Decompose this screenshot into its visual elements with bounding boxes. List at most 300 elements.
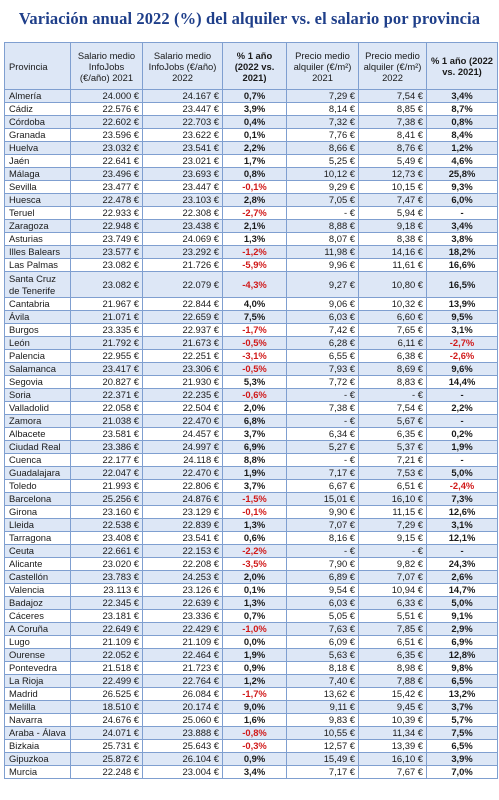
cell-provincia: Toledo (5, 480, 71, 493)
cell-provincia: Jaén (5, 155, 71, 168)
cell-alquiler-variacion: 24,3% (427, 558, 498, 571)
cell-salario-2022: 23.541 € (143, 142, 223, 155)
cell-alquiler-variacion: 6,9% (427, 636, 498, 649)
table-row (5, 376, 498, 389)
cell-provincia: Salamanca (5, 363, 71, 376)
cell-provincia: Ourense (5, 649, 71, 662)
table-row (5, 480, 498, 493)
table-row (5, 701, 498, 714)
cell-alquiler-2022: 7,38 € (359, 116, 427, 129)
cell-alquiler-2021: 8,66 € (287, 142, 359, 155)
cell-salario-2022: 21.673 € (143, 337, 223, 350)
cell-salario-variacion: 9,0% (223, 701, 287, 714)
cell-alquiler-2022: 11,61 € (359, 259, 427, 272)
cell-salario-variacion: 2,0% (223, 571, 287, 584)
cell-alquiler-2021: 6,67 € (287, 480, 359, 493)
cell-alquiler-variacion: 1,9% (427, 441, 498, 454)
cell-alquiler-2022: 5,49 € (359, 155, 427, 168)
cell-provincia: Teruel (5, 207, 71, 220)
table-row (5, 116, 498, 129)
cell-salario-2022: 23.447 € (143, 103, 223, 116)
header-provincia: Provincia (5, 43, 71, 90)
cell-provincia: Barcelona (5, 493, 71, 506)
table-row (5, 129, 498, 142)
cell-alquiler-variacion: 0,2% (427, 428, 498, 441)
cell-provincia: Segovia (5, 376, 71, 389)
table-row (5, 324, 498, 337)
table-row (5, 246, 498, 259)
cell-salario-2022: 23.447 € (143, 181, 223, 194)
cell-alquiler-variacion: 2,2% (427, 402, 498, 415)
cell-salario-2022: 22.504 € (143, 402, 223, 415)
cell-alquiler-2022: 10,94 € (359, 584, 427, 597)
cell-provincia: Tarragona (5, 532, 71, 545)
cell-alquiler-2022: 10,39 € (359, 714, 427, 727)
cell-salario-2021: 23.020 € (71, 558, 143, 571)
cell-salario-2021: 22.052 € (71, 649, 143, 662)
cell-salario-variacion: 0,7% (223, 90, 287, 103)
cell-salario-2022: 22.470 € (143, 415, 223, 428)
cell-alquiler-2021: - € (287, 415, 359, 428)
cell-salario-2022: 25.643 € (143, 740, 223, 753)
cell-alquiler-2021: 6,89 € (287, 571, 359, 584)
table-row (5, 558, 498, 571)
cell-salario-2022: 23.541 € (143, 532, 223, 545)
cell-salario-2021: 22.948 € (71, 220, 143, 233)
table-row (5, 181, 498, 194)
cell-provincia: Valencia (5, 584, 71, 597)
cell-alquiler-2022: 10,15 € (359, 181, 427, 194)
cell-alquiler-2021: 7,29 € (287, 90, 359, 103)
cell-provincia: Ceuta (5, 545, 71, 558)
cell-provincia: Cantabria (5, 298, 71, 311)
cell-salario-2022: 23.292 € (143, 246, 223, 259)
table-row (5, 584, 498, 597)
cell-alquiler-2021: 7,05 € (287, 194, 359, 207)
cell-alquiler-variacion: 9,6% (427, 363, 498, 376)
cell-salario-2022: 22.937 € (143, 324, 223, 337)
cell-salario-variacion: -2,7% (223, 207, 287, 220)
cell-alquiler-variacion: 9,1% (427, 610, 498, 623)
cell-provincia: Asturias (5, 233, 71, 246)
cell-alquiler-variacion: 6,0% (427, 194, 498, 207)
cell-salario-2021: 23.113 € (71, 584, 143, 597)
table-row (5, 753, 498, 766)
cell-alquiler-variacion: 13,9% (427, 298, 498, 311)
header-alquiler-2022: Precio medio alquiler (€/m²) 2022 (359, 43, 427, 90)
table-row (5, 259, 498, 272)
cell-salario-variacion: 0,1% (223, 584, 287, 597)
cell-salario-2021: 21.792 € (71, 337, 143, 350)
cell-salario-2022: 22.839 € (143, 519, 223, 532)
cell-salario-2022: 22.659 € (143, 311, 223, 324)
cell-salario-2021: 22.345 € (71, 597, 143, 610)
cell-alquiler-2022: 5,94 € (359, 207, 427, 220)
table-row (5, 337, 498, 350)
cell-salario-variacion: 2,1% (223, 220, 287, 233)
cell-alquiler-2022: 7,29 € (359, 519, 427, 532)
cell-alquiler-variacion: 9,3% (427, 181, 498, 194)
cell-salario-variacion: 1,6% (223, 714, 287, 727)
cell-salario-2022: 20.174 € (143, 701, 223, 714)
cell-provincia: Ciudad Real (5, 441, 71, 454)
cell-salario-2021: 23.783 € (71, 571, 143, 584)
cell-salario-2022: 22.470 € (143, 467, 223, 480)
cell-alquiler-variacion: - (427, 454, 498, 467)
cell-alquiler-2021: 7,07 € (287, 519, 359, 532)
cell-salario-2021: 23.386 € (71, 441, 143, 454)
cell-salario-2022: 23.336 € (143, 610, 223, 623)
cell-salario-2021: 22.649 € (71, 623, 143, 636)
cell-salario-2021: 22.661 € (71, 545, 143, 558)
cell-salario-2022: 21.930 € (143, 376, 223, 389)
cell-salario-2022: 22.251 € (143, 350, 223, 363)
cell-salario-variacion: 1,3% (223, 519, 287, 532)
cell-provincia: Granada (5, 129, 71, 142)
cell-alquiler-2022: 7,54 € (359, 90, 427, 103)
cell-alquiler-variacion: -2,6% (427, 350, 498, 363)
header-salario-2021: Salario medio InfoJobs (€/año) 2021 (71, 43, 143, 90)
cell-salario-2022: 23.126 € (143, 584, 223, 597)
cell-alquiler-variacion: - (427, 415, 498, 428)
cell-salario-variacion: -2,2% (223, 545, 287, 558)
table-row (5, 103, 498, 116)
cell-alquiler-variacion: -2,7% (427, 337, 498, 350)
cell-salario-variacion: 1,2% (223, 675, 287, 688)
cell-salario-2021: 22.641 € (71, 155, 143, 168)
cell-salario-2021: 22.538 € (71, 519, 143, 532)
cell-salario-2021: 22.047 € (71, 467, 143, 480)
cell-alquiler-variacion: 9,5% (427, 311, 498, 324)
cell-salario-2022: 26.104 € (143, 753, 223, 766)
cell-alquiler-2022: 5,37 € (359, 441, 427, 454)
cell-salario-variacion: -1,5% (223, 493, 287, 506)
cell-salario-2022: 25.060 € (143, 714, 223, 727)
cell-alquiler-variacion: 16,5% (427, 272, 498, 298)
cell-alquiler-2022: 9,18 € (359, 220, 427, 233)
cell-salario-variacion: -1,2% (223, 246, 287, 259)
cell-alquiler-2021: 7,17 € (287, 766, 359, 779)
table-row (5, 90, 498, 103)
cell-alquiler-2021: 5,25 € (287, 155, 359, 168)
cell-alquiler-2022: 6,35 € (359, 428, 427, 441)
cell-alquiler-2021: - € (287, 207, 359, 220)
cell-salario-variacion: -0,3% (223, 740, 287, 753)
cell-alquiler-2022: 6,38 € (359, 350, 427, 363)
table-row (5, 766, 498, 779)
cell-alquiler-variacion: 3,4% (427, 90, 498, 103)
cell-alquiler-2022: 6,51 € (359, 480, 427, 493)
table-row (5, 233, 498, 246)
cell-alquiler-2021: 5,27 € (287, 441, 359, 454)
cell-alquiler-variacion: 25,8% (427, 168, 498, 181)
cell-provincia: Zaragoza (5, 220, 71, 233)
cell-alquiler-2021: 6,03 € (287, 597, 359, 610)
cell-salario-2022: 24.253 € (143, 571, 223, 584)
cell-alquiler-2022: 12,73 € (359, 168, 427, 181)
cell-provincia: La Rioja (5, 675, 71, 688)
cell-provincia: Cuenca (5, 454, 71, 467)
cell-salario-2022: 22.153 € (143, 545, 223, 558)
cell-salario-2021: 22.955 € (71, 350, 143, 363)
cell-provincia: Guadalajara (5, 467, 71, 480)
cell-salario-2021: 25.731 € (71, 740, 143, 753)
cell-salario-variacion: 3,9% (223, 103, 287, 116)
cell-alquiler-2022: 8,41 € (359, 129, 427, 142)
cell-alquiler-2022: 7,53 € (359, 467, 427, 480)
cell-salario-2021: 21.071 € (71, 311, 143, 324)
cell-salario-2022: 22.429 € (143, 623, 223, 636)
cell-alquiler-2021: 6,09 € (287, 636, 359, 649)
cell-provincia: Girona (5, 506, 71, 519)
header-row (5, 43, 498, 90)
cell-salario-2022: 23.103 € (143, 194, 223, 207)
table-row (5, 610, 498, 623)
cell-salario-2021: 23.181 € (71, 610, 143, 623)
cell-salario-variacion: 0,9% (223, 753, 287, 766)
cell-provincia: Murcia (5, 766, 71, 779)
cell-alquiler-2022: 10,80 € (359, 272, 427, 298)
cell-salario-variacion: 6,8% (223, 415, 287, 428)
cell-alquiler-2022: - € (359, 389, 427, 402)
cell-alquiler-2021: 9,29 € (287, 181, 359, 194)
cell-salario-variacion: 0,8% (223, 168, 287, 181)
table-row (5, 298, 498, 311)
cell-salario-2021: 22.933 € (71, 207, 143, 220)
cell-salario-variacion: -0,5% (223, 363, 287, 376)
cell-salario-variacion: -3,5% (223, 558, 287, 571)
cell-salario-variacion: 0,7% (223, 610, 287, 623)
cell-alquiler-variacion: 12,6% (427, 506, 498, 519)
cell-salario-2021: 22.248 € (71, 766, 143, 779)
cell-salario-2021: 18.510 € (71, 701, 143, 714)
cell-alquiler-2021: 8,16 € (287, 532, 359, 545)
cell-salario-variacion: -4,3% (223, 272, 287, 298)
header-salario-2022: Salario medio InfoJobs (€/año) 2022 (143, 43, 223, 90)
cell-salario-2021: 21.993 € (71, 480, 143, 493)
cell-alquiler-2021: 11,98 € (287, 246, 359, 259)
cell-salario-2021: 23.160 € (71, 506, 143, 519)
cell-alquiler-2021: 9,54 € (287, 584, 359, 597)
cell-alquiler-variacion: 16,6% (427, 259, 498, 272)
cell-salario-variacion: 1,9% (223, 649, 287, 662)
cell-salario-variacion: 7,5% (223, 311, 287, 324)
cell-salario-2021: 22.058 € (71, 402, 143, 415)
cell-alquiler-2021: 9,90 € (287, 506, 359, 519)
cell-salario-2022: 21.726 € (143, 259, 223, 272)
cell-salario-2021: 24.676 € (71, 714, 143, 727)
cell-salario-variacion: 6,9% (223, 441, 287, 454)
table-row (5, 350, 498, 363)
cell-salario-2022: 22.764 € (143, 675, 223, 688)
cell-alquiler-2021: 13,62 € (287, 688, 359, 701)
cell-salario-2021: 23.032 € (71, 142, 143, 155)
cell-provincia: Las Palmas (5, 259, 71, 272)
table-row (5, 454, 498, 467)
cell-provincia: Araba - Álava (5, 727, 71, 740)
table-row (5, 441, 498, 454)
cell-alquiler-2021: 15,49 € (287, 753, 359, 766)
cell-alquiler-2021: 9,06 € (287, 298, 359, 311)
cell-alquiler-variacion: 8,7% (427, 103, 498, 116)
cell-alquiler-variacion: 0,8% (427, 116, 498, 129)
cell-salario-variacion: 1,7% (223, 155, 287, 168)
cell-alquiler-2022: 7,54 € (359, 402, 427, 415)
cell-alquiler-2022: 8,69 € (359, 363, 427, 376)
cell-alquiler-2022: 6,35 € (359, 649, 427, 662)
cell-salario-variacion: -3,1% (223, 350, 287, 363)
cell-alquiler-variacion: 5,0% (427, 467, 498, 480)
cell-alquiler-2021: 8,18 € (287, 662, 359, 675)
cell-salario-variacion: 1,9% (223, 467, 287, 480)
cell-alquiler-2022: 6,60 € (359, 311, 427, 324)
cell-alquiler-2022: - € (359, 545, 427, 558)
cell-salario-2021: 21.967 € (71, 298, 143, 311)
cell-alquiler-2021: 7,72 € (287, 376, 359, 389)
cell-provincia: Bizkaia (5, 740, 71, 753)
cell-alquiler-2021: 7,90 € (287, 558, 359, 571)
cell-salario-2022: 22.079 € (143, 272, 223, 298)
cell-salario-2021: 23.596 € (71, 129, 143, 142)
cell-salario-2022: 24.457 € (143, 428, 223, 441)
cell-salario-variacion: 2,0% (223, 402, 287, 415)
table-row (5, 662, 498, 675)
cell-provincia: Madrid (5, 688, 71, 701)
cell-alquiler-variacion: 4,6% (427, 155, 498, 168)
cell-alquiler-variacion: 18,2% (427, 246, 498, 259)
cell-alquiler-2022: 7,67 € (359, 766, 427, 779)
cell-salario-variacion: 0,1% (223, 129, 287, 142)
cell-salario-variacion: 1,3% (223, 597, 287, 610)
cell-salario-2021: 21.038 € (71, 415, 143, 428)
cell-salario-2022: 23.129 € (143, 506, 223, 519)
table-row (5, 142, 498, 155)
cell-alquiler-variacion: - (427, 389, 498, 402)
cell-salario-variacion: -0,6% (223, 389, 287, 402)
cell-alquiler-2021: 7,40 € (287, 675, 359, 688)
cell-salario-2022: 23.306 € (143, 363, 223, 376)
cell-alquiler-2022: 6,11 € (359, 337, 427, 350)
cell-alquiler-variacion: 3,1% (427, 519, 498, 532)
cell-alquiler-2021: 10,55 € (287, 727, 359, 740)
cell-alquiler-2022: 8,98 € (359, 662, 427, 675)
cell-alquiler-variacion: 3,7% (427, 701, 498, 714)
table-row (5, 623, 498, 636)
cell-alquiler-2022: 5,51 € (359, 610, 427, 623)
table-row (5, 363, 498, 376)
cell-alquiler-2021: - € (287, 389, 359, 402)
cell-salario-variacion: -0,5% (223, 337, 287, 350)
cell-provincia: Illes Balears (5, 246, 71, 259)
cell-alquiler-2022: 7,47 € (359, 194, 427, 207)
cell-alquiler-2022: 11,34 € (359, 727, 427, 740)
cell-alquiler-variacion: 9,8% (427, 662, 498, 675)
cell-salario-2021: 22.576 € (71, 103, 143, 116)
cell-alquiler-variacion: 14,4% (427, 376, 498, 389)
cell-salario-variacion: -5,9% (223, 259, 287, 272)
cell-salario-variacion: 3,7% (223, 480, 287, 493)
table-row (5, 272, 498, 298)
cell-alquiler-2022: 6,51 € (359, 636, 427, 649)
cell-salario-2022: 22.703 € (143, 116, 223, 129)
cell-salario-2022: 21.109 € (143, 636, 223, 649)
table-row (5, 402, 498, 415)
cell-alquiler-2021: 6,03 € (287, 311, 359, 324)
cell-provincia: Cáceres (5, 610, 71, 623)
cell-provincia: Valladolid (5, 402, 71, 415)
cell-alquiler-2022: 7,21 € (359, 454, 427, 467)
cell-alquiler-variacion: 8,4% (427, 129, 498, 142)
cell-salario-2022: 23.622 € (143, 129, 223, 142)
cell-provincia: Badajoz (5, 597, 71, 610)
cell-provincia: Lleida (5, 519, 71, 532)
table-row (5, 207, 498, 220)
cell-salario-2021: 23.082 € (71, 259, 143, 272)
cell-salario-2021: 22.478 € (71, 194, 143, 207)
cell-provincia: Santa Cruz de Tenerife (5, 272, 71, 298)
cell-salario-2021: 25.256 € (71, 493, 143, 506)
cell-salario-2021: 23.477 € (71, 181, 143, 194)
cell-alquiler-variacion: 14,7% (427, 584, 498, 597)
table-row (5, 194, 498, 207)
cell-salario-2021: 23.082 € (71, 272, 143, 298)
table-row (5, 428, 498, 441)
table-row (5, 493, 498, 506)
cell-provincia: Navarra (5, 714, 71, 727)
table-row (5, 597, 498, 610)
cell-salario-2021: 23.496 € (71, 168, 143, 181)
cell-salario-2021: 23.335 € (71, 324, 143, 337)
cell-alquiler-2022: 10,32 € (359, 298, 427, 311)
cell-alquiler-2021: 7,76 € (287, 129, 359, 142)
table-row (5, 740, 498, 753)
cell-salario-2022: 22.235 € (143, 389, 223, 402)
table-row (5, 688, 498, 701)
cell-alquiler-2021: 7,17 € (287, 467, 359, 480)
cell-provincia: Castellón (5, 571, 71, 584)
cell-alquiler-2022: 9,82 € (359, 558, 427, 571)
cell-salario-2021: 23.577 € (71, 246, 143, 259)
cell-salario-variacion: 0,0% (223, 636, 287, 649)
table-row (5, 389, 498, 402)
cell-alquiler-variacion: 3,1% (427, 324, 498, 337)
table-row (5, 571, 498, 584)
cell-alquiler-2021: 6,34 € (287, 428, 359, 441)
header-salario-variacion: % 1 año (2022 vs. 2021) (223, 43, 287, 90)
cell-alquiler-2021: 5,05 € (287, 610, 359, 623)
cell-provincia: Melilla (5, 701, 71, 714)
cell-alquiler-2021: - € (287, 454, 359, 467)
cell-salario-2021: 26.525 € (71, 688, 143, 701)
cell-provincia: Sevilla (5, 181, 71, 194)
cell-salario-variacion: 2,2% (223, 142, 287, 155)
cell-salario-2022: 24.118 € (143, 454, 223, 467)
page-title: Variación anual 2022 (%) del alquiler vs. el salario por provincia (18, 9, 481, 28)
table-row (5, 155, 498, 168)
cell-salario-2022: 22.844 € (143, 298, 223, 311)
table-row (5, 168, 498, 181)
cell-salario-variacion: -0,1% (223, 181, 287, 194)
cell-salario-2022: 21.723 € (143, 662, 223, 675)
cell-alquiler-variacion: 12,1% (427, 532, 498, 545)
cell-alquiler-2022: 7,88 € (359, 675, 427, 688)
cell-salario-2022: 22.308 € (143, 207, 223, 220)
cell-provincia: Ávila (5, 311, 71, 324)
cell-provincia: Palencia (5, 350, 71, 363)
table-row (5, 714, 498, 727)
cell-salario-2022: 22.208 € (143, 558, 223, 571)
cell-alquiler-variacion: -2,4% (427, 480, 498, 493)
